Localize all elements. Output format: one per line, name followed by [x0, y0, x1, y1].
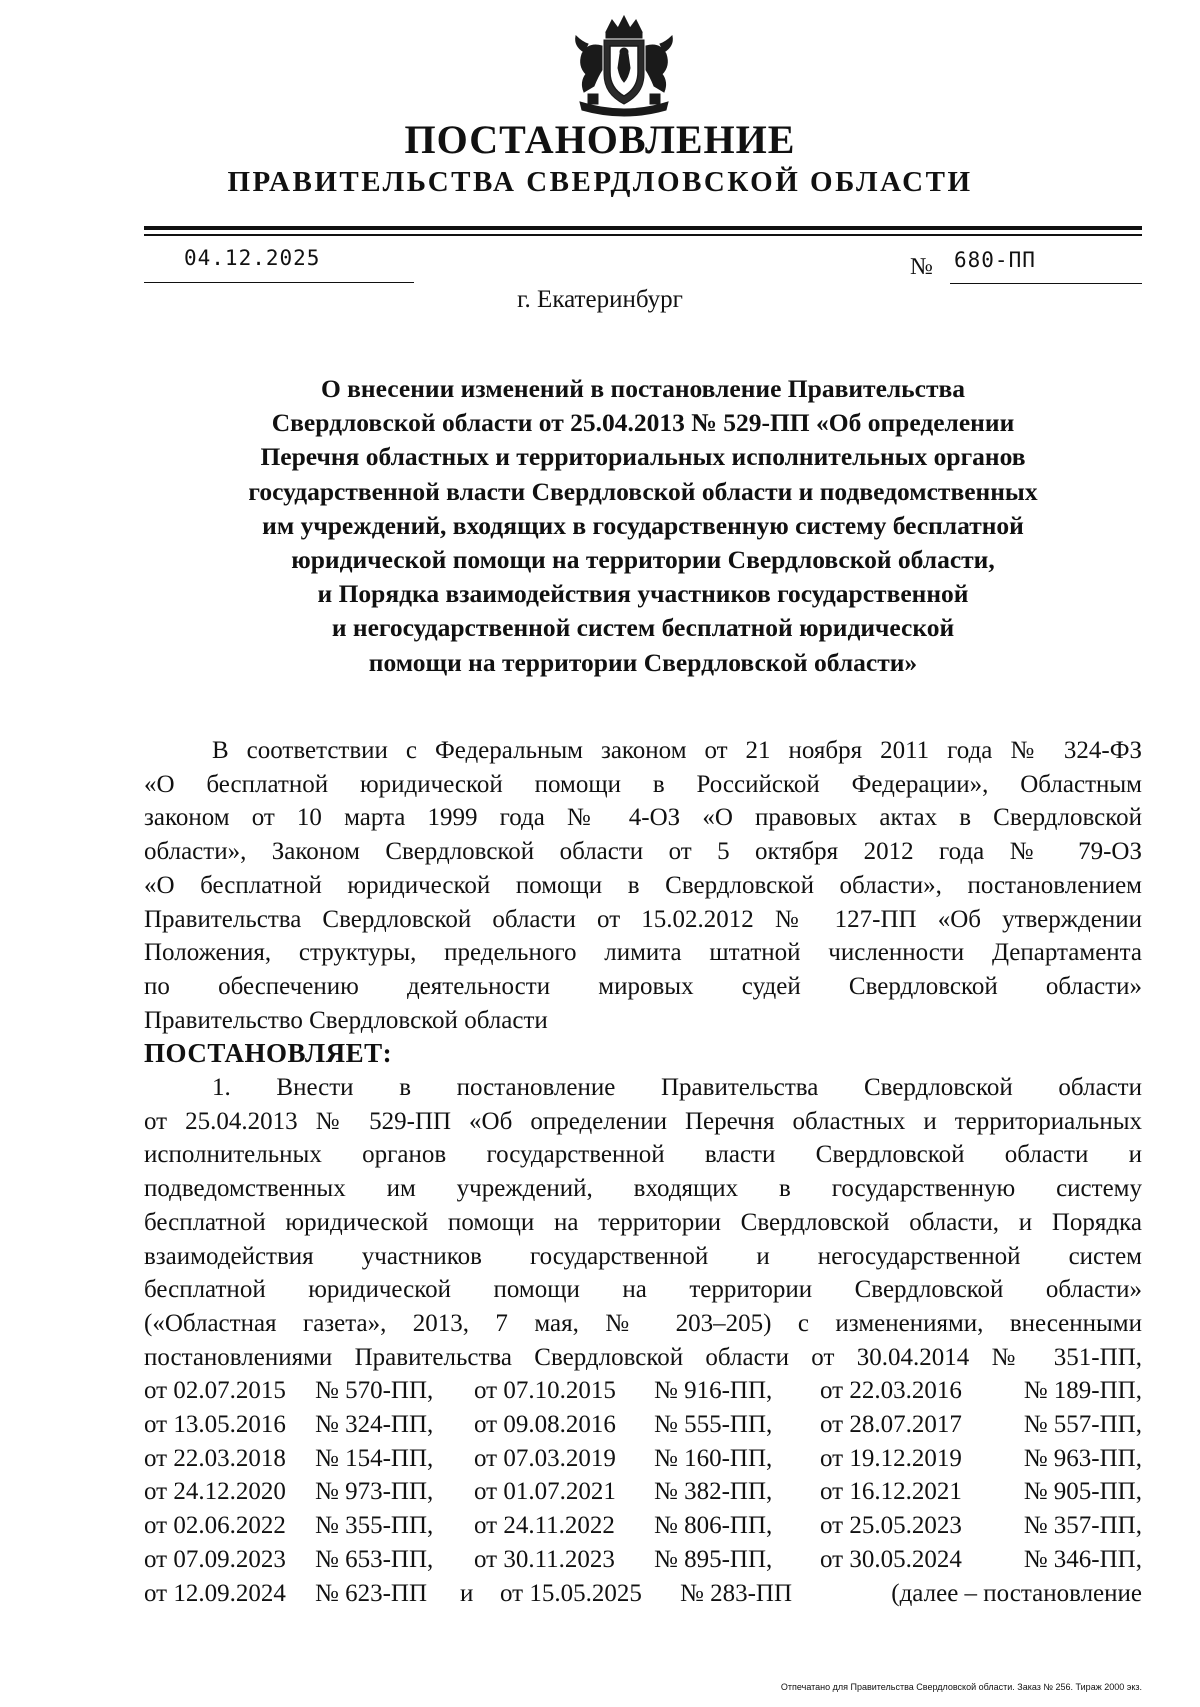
- amendment-row: [144, 1374, 1142, 1408]
- item1-line: («Областная газета», 2013, 7 мая, № 203–205) с изменениями, внесенными: [144, 1309, 1142, 1337]
- subject-line: Свердловской области от 25.04.2013 № 529-ПП «Об определении: [271, 408, 1015, 438]
- amendment-number: № 963-ПП,: [1023, 1444, 1142, 1472]
- preamble-line: В соответствии с Федеральным законом от 21 ноября 2011 года № 324-ФЗ: [212, 737, 1142, 764]
- document-subject: [144, 372, 1142, 680]
- amendment-date: от 15.05.2025: [500, 1579, 642, 1607]
- document-body: [144, 734, 1142, 1610]
- amendment-number: № 895-ПП,: [654, 1545, 773, 1573]
- amendment-row: [144, 1543, 1142, 1577]
- amendment-date: от 02.07.2015: [144, 1377, 286, 1405]
- subject-line: и Порядка взаимодействия участников государственной: [317, 579, 969, 609]
- subject-line: им учреждений, входящих в государственную систему бесплатной: [262, 510, 1024, 540]
- item1-line: исполнительных органов государственной власти Свердловской области и: [144, 1141, 1142, 1169]
- amendment-date: от 22.03.2016: [820, 1377, 962, 1405]
- subject-line: О внесении изменений в постановление Правительства: [320, 374, 966, 403]
- date-underline: [144, 282, 414, 283]
- amendment-number: № 806-ПП,: [654, 1512, 773, 1540]
- subject-line: Перечня областных и территориальных исполнительных органов: [260, 442, 1026, 472]
- amendment-number: № 189-ПП,: [1023, 1377, 1142, 1405]
- amendment-number: № 355-ПП,: [315, 1512, 434, 1540]
- amendment-date: от 24.11.2022: [474, 1512, 615, 1540]
- amendment-number: № 973-ПП,: [315, 1478, 434, 1506]
- amendment-date: от 12.09.2024: [144, 1579, 286, 1607]
- preamble-line: области», Законом Свердловской области от 5 октября 2012 года № 79-ОЗ: [144, 838, 1142, 866]
- document-date: 04.12.2025: [184, 246, 321, 270]
- item1-line: подведомственных им учреждений, входящих в государственную систему: [144, 1175, 1142, 1203]
- subject-line: государственной власти Свердловской области и подведомственных: [248, 476, 1038, 506]
- preamble-line: по обеспечению деятельности мировых судей Свердловской области»: [144, 972, 1142, 1000]
- amendment-number: № 557-ПП,: [1023, 1411, 1142, 1439]
- amendment-date: от 13.05.2016: [144, 1411, 286, 1439]
- amendment-number: № 357-ПП,: [1023, 1512, 1142, 1540]
- amendment-date: от 02.06.2022: [144, 1512, 286, 1540]
- amendment-date: от 28.07.2017: [820, 1411, 962, 1439]
- amendment-number: № 382-ПП,: [654, 1478, 773, 1506]
- item1-line: 1. Внести в постановление Правительства Свердловской области: [212, 1074, 1142, 1102]
- subject-line: помощи на территории Свердловской области»: [368, 647, 918, 677]
- amendment-number: № 160-ПП,: [654, 1444, 773, 1472]
- coat-of-arms-emblem: [568, 12, 680, 122]
- amendment-row: [144, 1475, 1142, 1509]
- amendment-number: № 324-ПП,: [315, 1411, 434, 1439]
- amendment-number: № 653-ПП,: [315, 1545, 434, 1573]
- item1-line: бесплатной юридической помощи на территории Свердловской области, и Порядка: [144, 1208, 1142, 1236]
- amendment-date: от 25.05.2023: [820, 1512, 962, 1540]
- decree-word: ПОСТАНОВЛЯЕТ:: [144, 1038, 393, 1069]
- preamble-line: Правительство Свердловской области: [144, 1006, 548, 1034]
- amendment-number: № 916-ПП,: [654, 1377, 773, 1405]
- amendment-number: № 154-ПП,: [315, 1444, 434, 1472]
- conjunction: и: [460, 1579, 474, 1607]
- amendment-date: от 09.08.2016: [474, 1411, 616, 1439]
- item1-line: взаимодействия участников государственной и негосударственной систем: [144, 1242, 1142, 1270]
- city: г. Екатеринбург: [517, 286, 683, 313]
- preamble-line: законом от 10 марта 1999 года № 4-ОЗ «О правовых актах в Свердловской: [144, 804, 1142, 832]
- document-type-title: ПОСТАНОВЛЕНИЕ: [404, 117, 796, 162]
- header-rule-thin: [144, 234, 1142, 236]
- amendment-date: от 07.09.2023: [144, 1545, 286, 1573]
- amendment-row: [144, 1509, 1142, 1543]
- amendment-date: от 01.07.2021: [474, 1478, 616, 1506]
- item1-line: от 25.04.2013 № 529-ПП «Об определении Перечня областных и территориальных: [144, 1107, 1142, 1135]
- amendment-number: № 905-ПП,: [1023, 1478, 1142, 1506]
- amendment-date: от 19.12.2019: [820, 1444, 962, 1472]
- preamble-line: Положения, структуры, предельного лимита штатной численности Департамента: [144, 939, 1142, 967]
- item1-line: бесплатной юридической помощи на территории Свердловской области»: [144, 1276, 1142, 1304]
- amendment-date: от 30.11.2023: [474, 1545, 615, 1573]
- preamble-line: «О бесплатной юридической помощи в Свердловской области», постановлением: [144, 871, 1142, 899]
- amendment-date: от 07.10.2015: [474, 1377, 616, 1405]
- number-underline: [950, 283, 1142, 284]
- amendment-number: № 346-ПП,: [1023, 1545, 1142, 1573]
- amendment-number: № 570-ПП,: [315, 1377, 434, 1405]
- amendment-row-last: [144, 1577, 1142, 1611]
- document-number: 680-ПП: [954, 248, 1036, 272]
- number-sign: №: [910, 254, 933, 280]
- amendment-number: № 623-ПП: [315, 1579, 428, 1607]
- amendment-date: от 30.05.2024: [820, 1545, 962, 1573]
- amendment-number: № 283-ПП: [680, 1579, 793, 1607]
- subject-line: и негосударственной систем бесплатной юридической: [331, 613, 955, 643]
- amendment-date: от 24.12.2020: [144, 1478, 286, 1506]
- print-info-footer: Отпечатано для Правительства Свердловской области. Заказ № 256. Тираж 2000 экз.: [780, 1682, 1142, 1692]
- header-rule-thick: [144, 226, 1142, 230]
- amendment-row: [144, 1408, 1142, 1442]
- amendment-date: от 16.12.2021: [820, 1478, 962, 1506]
- item1-line: постановлениями Правительства Свердловской области от 30.04.2014 № 351-ПП,: [144, 1343, 1142, 1371]
- amendment-date: от 22.03.2018: [144, 1444, 286, 1472]
- preamble-line: Правительства Свердловской области от 15.02.2012 № 127-ПП «Об утверждении: [144, 905, 1142, 933]
- subject-line: юридической помощи на территории Свердловской области,: [291, 545, 995, 575]
- amendment-number: № 555-ПП,: [654, 1411, 773, 1439]
- continuation-text: (далее – постановление: [891, 1579, 1142, 1607]
- amendment-row: [144, 1442, 1142, 1476]
- issuing-authority: ПРАВИТЕЛЬСТВА СВЕРДЛОВСКОЙ ОБЛАСТИ: [227, 166, 973, 198]
- preamble-line: «О бесплатной юридической помощи в Российской Федерации», Областным: [144, 770, 1142, 798]
- amendment-date: от 07.03.2019: [474, 1444, 616, 1472]
